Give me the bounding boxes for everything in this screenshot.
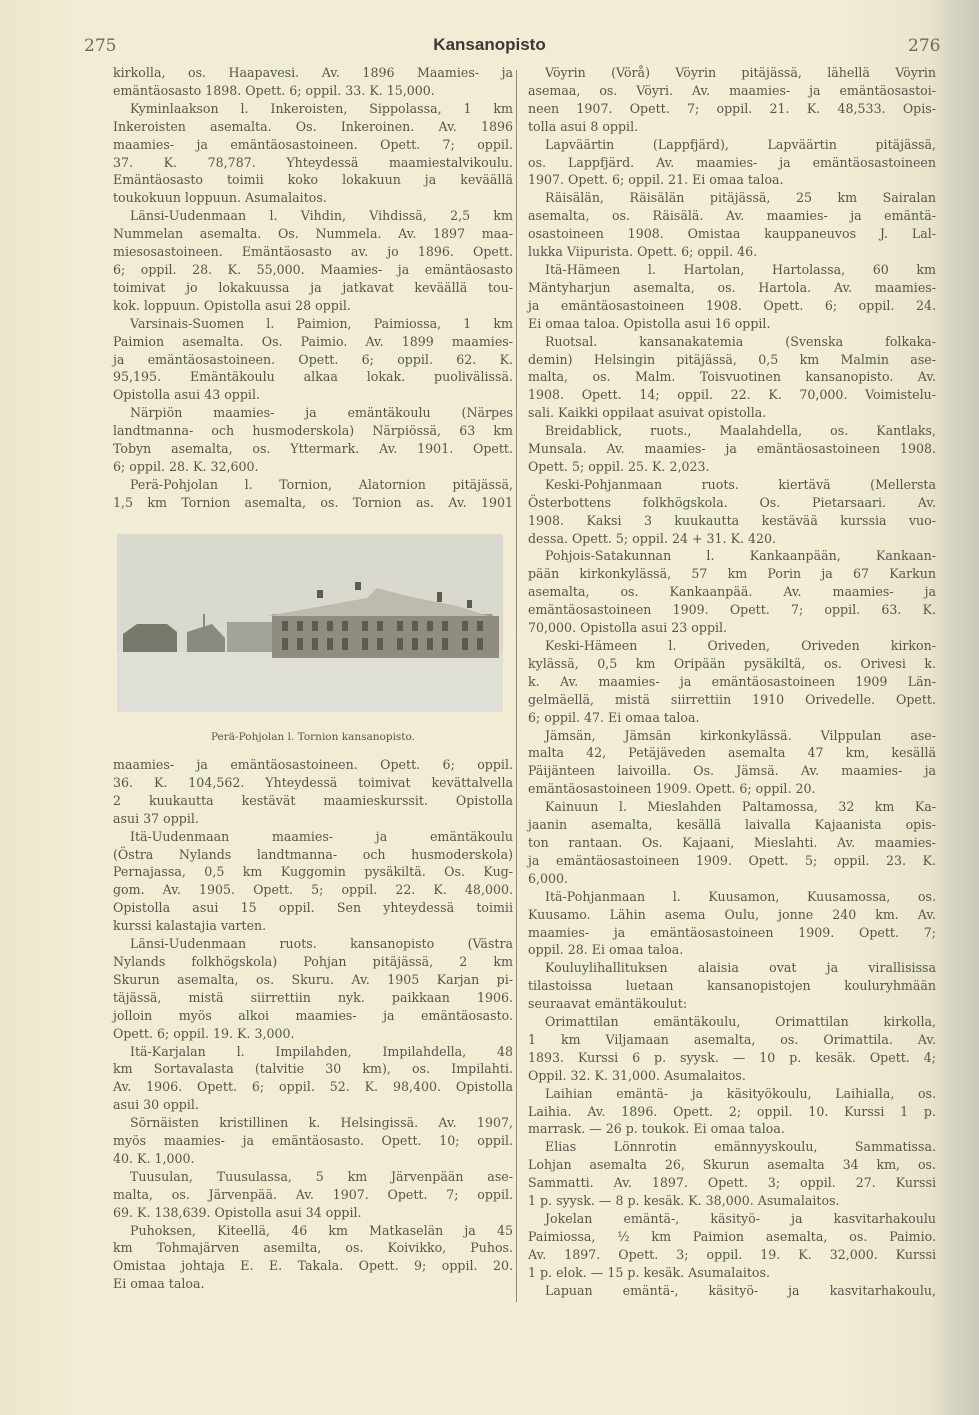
paragraph (528, 476, 936, 548)
paragraph (528, 1013, 936, 1085)
text-line: Laihia. Av. 1896. Opett. 2; oppil. 10. Kurssi 1 p. (528, 1103, 936, 1119)
text-line: Itä-Hämeen l. Hartolan, Hartolassa, 60 km (545, 261, 936, 277)
text-line: malta, os. Järvenpää. Av. 1907. Opett. 7; oppil. (113, 1186, 513, 1202)
text-line: Ei omaa taloa. Opistolla asui 16 oppil. (528, 315, 771, 331)
text-line: 1 km Viljamaan asemalta, os. Orimattila. Av. (528, 1031, 936, 1047)
left-column-top (113, 64, 513, 512)
paragraph (528, 1210, 936, 1282)
paragraph (113, 828, 513, 935)
text-line: jolloin myös alkoi maamies- ja emäntäosasto. (113, 1007, 513, 1023)
text-line: Orimattilan emäntäkoulu, Orimattilan kirkolla, (545, 1014, 936, 1030)
text-line: Närpiön maamies- ja emäntäkoulu (Närpes (130, 405, 513, 421)
text-line: Oppil. 32. K. 31,000. Asumalaitos. (528, 1067, 746, 1083)
text-line: malta, os. Malm. Toisvuotinen kansanopisto. Av. (528, 369, 936, 385)
text-line: Perä-Pohjolan l. Tornion, Alatornion pitäjässä, (130, 476, 513, 492)
text-line: ja emäntäosastoineen 1908. Opett. 6; oppil. 24. (528, 297, 936, 313)
page-number-left: 275 (84, 36, 117, 56)
text-line: Kyminlaakson l. Inkeroisten, Sippolassa, 1 km (130, 100, 513, 116)
text-line: 6,000. (528, 870, 569, 886)
text-line: 2 kuukautta kestävät maamieskurssit. Opistolla (113, 792, 513, 808)
text-line: tolla asui 8 oppil. (528, 118, 639, 134)
paragraph (113, 315, 513, 405)
text-line: Skurun asemalta, os. Skuru. Av. 1905 Karjan pi- (113, 971, 513, 987)
text-line: 1907. Opett. 6; oppil. 21. Ei omaa taloa. (528, 172, 784, 188)
text-line: Länsi-Uudenmaan l. Vihdin, Vihdissä, 2,5 km (130, 208, 513, 224)
text-line: 6; oppil. 28. K. 55,000. Maamies- ja emäntäosasto (113, 261, 513, 277)
text-line: 1908. Opett. 14; oppil. 22. K. 70,000. Voimistelu- (528, 387, 936, 403)
text-line: maamies- ja emäntäosastoineen 1909. Opett. 7; (528, 924, 936, 940)
text-line: Ei omaa taloa. (113, 1276, 205, 1292)
text-line: Munsala. Av. maamies- ja emäntäosastoineen 1908. (528, 441, 936, 457)
paragraph (528, 422, 936, 476)
text-line: 70,000. Opistolla asui 23 oppil. (528, 620, 728, 636)
paragraph (528, 136, 936, 190)
text-line: neen 1907. Opett. 7; oppil. 21. K. 48,533. Opis- (528, 100, 936, 116)
text-line: 1 p. elok. — 15 p. kesäk. Asumalaitos. (528, 1264, 770, 1280)
text-line: Itä-Pohjanmaan l. Kuusamon, Kuusamossa, os. (545, 888, 936, 904)
text-line: k. Av. maamies- ja emäntäosastoineen 1909 Län- (528, 673, 936, 689)
text-line: Pohjois-Satakunnan l. Kankaanpään, Kankaan- (545, 548, 936, 564)
text-line: Keski-Pohjanmaan ruots. kiertävä (Mellersta (545, 476, 936, 492)
text-line: kylässä, 0,5 km Oripään pysäkiltä, os. Orivesi k. (528, 655, 936, 671)
text-line: Kuusamo. Lähin asema Oulu, jonne 240 km. Av. (528, 906, 936, 922)
text-line: toukokuun loppuun. Asumalaitos. (113, 190, 327, 206)
text-line: Laihian emäntä- ja käsityökoulu, Laihialla, os. (545, 1085, 936, 1101)
paragraph (113, 404, 513, 476)
text-line: myös maamies- ja emäntäosasto. Opett. 10; oppil. (113, 1133, 513, 1149)
text-line: Puhoksen, Kiteellä, 46 km Matkaselän ja 45 (130, 1222, 513, 1238)
text-line: (Östra Nylands landtmanna- och husmoderskola) (113, 846, 513, 862)
text-line: Jämsän, Jämsän kirkonkylässä. Vilppulan ase- (545, 727, 936, 743)
text-line: landtmanna- och husmoderskola) Närpiössä, 63 km (113, 423, 513, 439)
text-line: Av. 1906. Opett. 6; oppil. 52. K. 98,400. Opistolla (113, 1079, 513, 1095)
school-building-photo (117, 534, 503, 712)
text-line: seuraavat emäntäkoulut: (528, 996, 688, 1012)
text-line: osastoineen 1908. Omistaa kauppaneuvos J. Lal- (528, 226, 936, 242)
paragraph (113, 100, 513, 207)
paragraph (528, 189, 936, 261)
text-line: Emäntäosasto toimii koko lokakuun ja keväällä (113, 172, 513, 188)
text-line: Av. 1897. Opett. 3; oppil. 19. K. 32,000. Kurssi (528, 1246, 936, 1262)
paragraph (113, 476, 513, 512)
text-line: Itä-Uudenmaan maamies- ja emäntäkoulu (130, 828, 513, 844)
text-line: täjässä, mistä siirrettiin nyk. paikkaan 1906. (113, 989, 513, 1005)
text-line: 69. K. 138,639. Opistolla asui 34 oppil. (113, 1204, 362, 1220)
text-line: ja emäntäosastoineen. Opett. 6; oppil. 62. K. (113, 351, 513, 367)
column-divider (516, 70, 517, 1302)
paragraph (528, 888, 936, 960)
text-line: 1908. Kaksi 3 kuukautta kestävää kurssia vuo- (528, 512, 936, 528)
text-line: Kainuun l. Mieslahden Paltamossa, 32 km Ka- (545, 799, 936, 815)
text-line: malta 42, Petäjäveden asemalta 47 km, kesällä (528, 745, 936, 761)
paragraph (528, 959, 936, 1013)
text-line: 37. K. 78,787. Yhteydessä maamiestalvikoulu. (113, 154, 513, 170)
paragraph (113, 756, 513, 828)
text-line: Kouluylihallituksen alaisia ovat ja virallisissa (545, 960, 936, 976)
text-line: Sörnäisten kristillinen k. Helsingissä. Av. 1907, (130, 1115, 513, 1131)
paragraph (113, 1043, 513, 1115)
text-line: marrask. — 26 p. toukok. Ei omaa taloa. (528, 1121, 785, 1137)
text-line: sali. Kaikki oppilaat asuivat opistolla. (528, 405, 767, 421)
running-title: Kansanopisto (433, 35, 546, 54)
text-line: asemaa, os. Vöyri. Av. maamies- ja emäntäosastoi- (528, 82, 936, 98)
text-line: Ruotsal. kansanakatemia (Svenska folkaka- (545, 333, 936, 349)
text-line: lukka Viipurista. Opett. 6; oppil. 46. (528, 244, 758, 260)
text-line: Vöyrin (Vörå) Vöyrin pitäjässä, lähellä Vöyrin (545, 65, 936, 80)
paragraph (113, 64, 513, 100)
text-line: tilastoissa luetaan kansanopistojen kouluryhmään (528, 978, 936, 994)
text-line: dessa. Opett. 5; oppil. 24 + 31. K. 420. (528, 530, 777, 546)
text-line: Paimiossa, ½ km Paimion asemalta, os. Paimio. (528, 1228, 936, 1244)
text-line: Nylands folkhögskola) Pohjan pitäjässä, 2 km (113, 953, 513, 969)
text-line: kok. loppuun. Opistolla asui 28 oppil. (113, 297, 351, 313)
paragraph (528, 637, 936, 727)
text-line: asui 37 oppil. (113, 810, 199, 826)
text-line: oppil. 28. Ei omaa taloa. (528, 942, 684, 958)
text-line: kirkolla, os. Haapavesi. Av. 1896 Maamies- ja (113, 65, 513, 80)
text-line: Lohjan asemalta 26, Skurun asemalta 34 km, os. (528, 1157, 936, 1173)
text-line: 40. K. 1,000. (113, 1150, 195, 1166)
text-line: Päijänteen laivoilla. Os. Jämsä. Av. maamies- ja (528, 763, 936, 779)
text-line: Tuusulan, Tuusulassa, 5 km Järvenpään ase- (130, 1168, 513, 1184)
right-column (528, 64, 936, 1300)
text-line: Lapväärtin (Lappfjärd), Lapväärtin pitäjässä, (545, 136, 936, 152)
paragraph (528, 333, 936, 423)
paragraph (113, 1114, 513, 1168)
paragraph (113, 935, 513, 1042)
text-line: 36. K. 104,562. Yhteydessä toimivat kevättalvella (113, 774, 513, 790)
text-line: 6; oppil. 47. Ei omaa taloa. (528, 709, 700, 725)
paragraph (528, 727, 936, 799)
text-line: Tobyn asemalta, os. Yttermark. Av. 1901. Opett. (113, 441, 513, 457)
text-line: miesosastoineen. Emäntäosasto av. jo 1896. Opett. (113, 244, 513, 260)
paragraph (528, 1085, 936, 1139)
paragraph (528, 64, 936, 136)
text-line: 95,195. Emäntäkoulu alkaa lokak. puolivälissä. (113, 369, 513, 385)
text-line: emäntäosasto 1898. Opett. 6; oppil. 33. K. 15,000. (113, 82, 435, 98)
text-line: asemalta, os. Räisälä. Av. maamies- ja emäntä- (528, 208, 936, 224)
text-line: maamies- ja emäntäosastoineen. Opett. 6; oppil. (113, 757, 513, 772)
text-line: asemalta, os. Kankaanpää. Av. maamies- ja (528, 584, 936, 600)
text-line: ja emäntäosastoineen 1909. Opett. 5; oppil. 23. K. (528, 852, 936, 868)
text-line: 1893. Kurssi 6 p. syysk. — 10 p. kesäk. Opett. 4; (528, 1049, 936, 1065)
text-line: emäntäosastoineen 1909. Opett. 7; oppil. 63. K. (528, 602, 936, 618)
text-line: Österbottens folkhögskola. Os. Pietarsaari. Av. (528, 494, 936, 510)
text-line: Lapuan emäntä-, käsityö- ja kasvitarhakoulu, (545, 1282, 936, 1298)
text-line: Mäntyharjun asemalta, os. Hartola. Av. maamies- (528, 279, 936, 295)
text-line: Opett. 5; oppil. 25. K. 2,023. (528, 458, 710, 474)
text-line: gelmäellä, mistä siirrettiin 1910 Orivedelle. Opett. (528, 691, 936, 707)
text-line: km Tohmajärven asemilta, os. Koivikko, Puhos. (113, 1240, 513, 1256)
text-line: Paimion asemalta. Os. Paimio. Av. 1899 maamies- (113, 333, 513, 349)
text-line: Pernajassa, 0,5 km Kuggomin pysäkiltä. Os. Kug- (113, 864, 513, 880)
paragraph (113, 1222, 513, 1294)
text-line: kurssi kalastajia varten. (113, 918, 267, 934)
text-line: Breidablick, ruots., Maalahdella, os. Kantlaks, (545, 423, 936, 439)
text-line: Opistolla asui 15 oppil. Sen yhteydessä toimii (113, 900, 513, 916)
text-line: pään kirkonkylässä, 57 km Porin ja 67 Karkun (528, 566, 936, 582)
text-line: Omistaa johtaja E. E. Takala. Opett. 9; oppil. 20. (113, 1258, 513, 1274)
text-line: gom. Av. 1905. Opett. 5; oppil. 22. K. 48,000. (113, 882, 513, 898)
text-line: Inkeroisten asemalta. Os. Inkeroinen. Av. 1896 (113, 118, 513, 134)
photo-caption: Perä-Pohjolan l. Tornion kansanopisto. (210, 731, 416, 743)
text-line: Opett. 6; oppil. 19. K. 3,000. (113, 1025, 295, 1041)
text-line: os. Lappfjärd. Av. maamies- ja emäntäosastoineen (528, 154, 936, 170)
text-line: ton rantaan. Os. Kajaani, Mieslahti. Av. maamies- (528, 834, 936, 850)
text-line: Varsinais-Suomen l. Paimion, Paimiossa, 1 km (130, 315, 513, 331)
text-line: Länsi-Uudenmaan ruots. kansanopisto (Västra (130, 936, 513, 952)
paragraph (528, 261, 936, 333)
paragraph (528, 1138, 936, 1210)
text-line: toimivat jo lokakuussa ja jatkavat keväällä tou- (113, 279, 513, 295)
text-line: asui 30 oppil. (113, 1097, 199, 1113)
text-line: Nummelan asemalta. Os. Nummela. Av. 1897 maa- (113, 226, 513, 242)
text-line: maamies- ja emäntäosastoineen. Opett. 7; oppil. (113, 136, 513, 152)
text-line: Itä-Karjalan l. Impilahden, Impilahdella, 48 (130, 1043, 513, 1059)
left-column-bottom (113, 756, 513, 1293)
text-line: Opistolla asui 43 oppil. (113, 387, 260, 403)
text-line: 6; oppil. 28. K. 32,600. (113, 458, 259, 474)
text-line: Sammatti. Av. 1897. Opett. 3; oppil. 27. Kurssi (528, 1175, 936, 1191)
text-line: demin) Helsingin pitäjässä, 0,5 km Malmin ase- (528, 351, 936, 367)
text-line: Jokelan emäntä-, käsityö- ja kasvitarhakoulu (545, 1211, 936, 1226)
page-number-right: 276 (908, 36, 941, 56)
text-line: emäntäosastoineen 1909. Opett. 6; oppil. 20. (528, 781, 816, 797)
text-line: Räisälän, Räisälän pitäjässä, 25 km Sairalan (545, 190, 936, 206)
text-line: Keski-Hämeen l. Oriveden, Oriveden kirkon- (545, 638, 936, 653)
text-line: Elias Lönnrotin emännyyskoulu, Sammatissa. (545, 1139, 936, 1155)
paragraph (528, 547, 936, 637)
paragraph (528, 1282, 936, 1300)
paragraph (528, 798, 936, 888)
text-line: jaanin asemalta, kesällä laivalla Kajaanista opis- (528, 817, 936, 833)
text-line: 1 p. syysk. — 8 p. kesäk. K. 38,000. Asumalaitos. (528, 1193, 840, 1209)
paragraph (113, 207, 513, 314)
paragraph (113, 1168, 513, 1222)
text-line: 1,5 km Tornion asemalta, os. Tornion as. Av. 1901 (113, 494, 513, 510)
text-line: km Sortavalasta (talvitie 30 km), os. Impilahti. (113, 1061, 513, 1077)
